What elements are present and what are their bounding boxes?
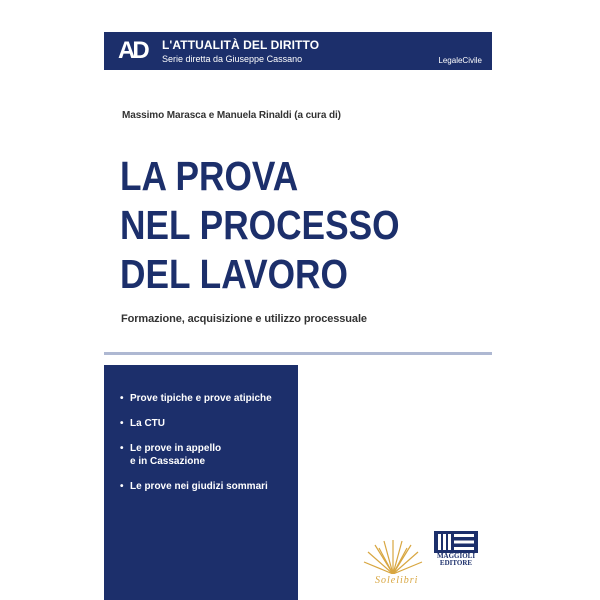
book-authors: Massimo Marasca e Manuela Rinaldi (a cura di) [122,110,341,121]
sunburst-icon [362,540,424,574]
book-title-line: DEL LAVORO [120,251,348,297]
topic-item [120,480,272,493]
topic-label: Prove tipiche e prove atipiche [130,393,272,404]
bullet-icon: • [120,443,124,454]
topic-label: La CTU [130,418,165,429]
topic-item [120,442,272,468]
book-subtitle: Formazione, acquisizione e utilizzo processuale [121,313,367,325]
publisher-name-line: EDITORE [439,559,473,567]
topic-item [120,392,272,405]
publisher-name-line: MAGGIOLI [436,552,476,560]
bullet-icon: • [120,393,124,404]
topics-list [120,392,272,505]
divider-rule [104,352,492,355]
publisher-name [432,553,480,567]
publisher-logo-icon [434,531,478,553]
book-title-line: LA PROVA [120,153,299,199]
series-tag: LegaleCivile [438,56,482,65]
imprint-name: Solelibri [375,575,419,586]
topic-item [120,417,272,430]
book-title [120,152,400,299]
book-title-line: NEL PROCESSO [120,202,400,248]
bullet-icon: • [120,418,124,429]
topics-panel [104,365,298,600]
topic-label: Le prove nei giudizi sommari [130,481,268,492]
series-header-bar [104,32,492,70]
bullet-icon: • [120,481,124,492]
series-subtitle: Serie diretta da Giuseppe Cassano [162,54,303,64]
topic-label: Le prove in appello e in Cassazione [130,443,222,467]
series-logo: AD [118,37,147,64]
series-title: L'ATTUALITÀ DEL DIRITTO [162,38,320,52]
